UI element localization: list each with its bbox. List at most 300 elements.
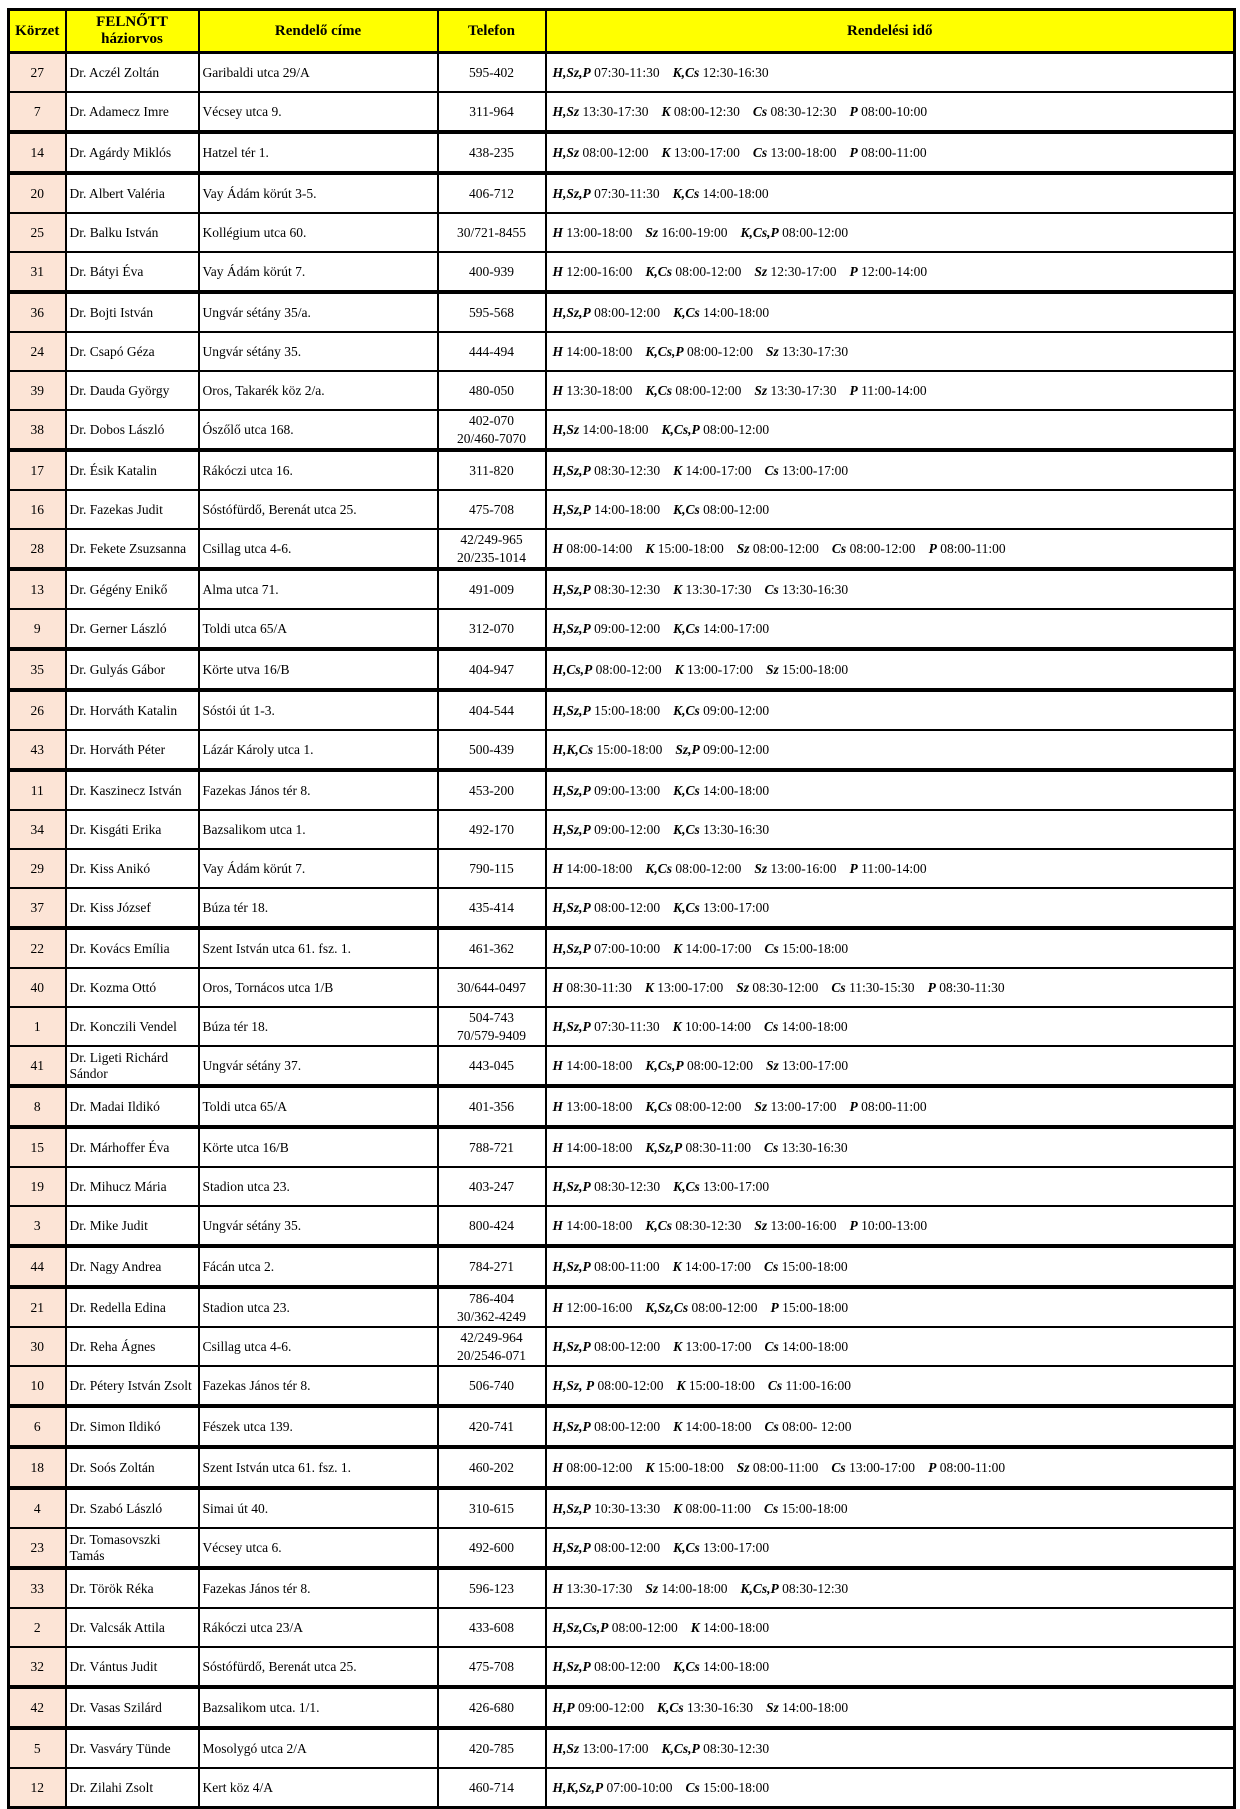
hours-segment: Sz 16:00-19:00 xyxy=(645,224,728,240)
office-address: Vécsey utca 6. xyxy=(199,1528,438,1568)
consultation-hours xyxy=(546,1528,1235,1568)
hours-segment: H,Sz,Cs,P 08:00-12:00 xyxy=(552,1619,678,1635)
phone-number xyxy=(438,1327,546,1366)
doctor-name: Dr. Vasas Szilárd xyxy=(66,1687,199,1728)
hours-segment: K 10:00-14:00 xyxy=(672,1018,752,1034)
day-abbreviation: H xyxy=(552,1057,564,1073)
hours-segment: Cs 08:00-12:00 xyxy=(831,540,916,556)
phone-number xyxy=(438,649,546,690)
day-abbreviation: H,Sz,Cs,P xyxy=(552,1619,609,1635)
hours-segment: H 08:00-12:00 xyxy=(552,1459,633,1475)
district-number: 43 xyxy=(9,730,66,770)
consultation-hours xyxy=(546,888,1235,928)
day-abbreviation: H,Sz,P xyxy=(552,185,591,201)
consultation-hours xyxy=(546,1406,1235,1447)
day-abbreviation: Cs xyxy=(767,1377,783,1393)
district-number: 26 xyxy=(9,690,66,730)
phone-number xyxy=(438,609,546,649)
phone-line: 506-740 xyxy=(469,1378,514,1394)
day-abbreviation: H xyxy=(552,540,564,556)
day-abbreviation: H,Sz,P xyxy=(552,1539,591,1555)
day-abbreviation: P xyxy=(849,382,858,398)
consultation-hours xyxy=(546,371,1235,410)
table-row xyxy=(9,649,1235,690)
hours-segment: H 14:00-18:00 xyxy=(552,860,633,876)
consultation-hours xyxy=(546,569,1235,609)
day-abbreviation: K xyxy=(645,540,655,556)
office-address: Sóstófürdő, Berenát utca 25. xyxy=(199,490,438,529)
hours-segment: H 08:30-11:30 xyxy=(552,979,632,995)
day-abbreviation: K,Cs,P xyxy=(661,421,700,437)
hours-segment: H,Sz,P 07:30-11:30 xyxy=(552,1018,660,1034)
hours-segment: Sz 14:00-18:00 xyxy=(645,1580,728,1596)
phone-number xyxy=(438,1167,546,1206)
hours-segment: H,Sz,P 08:00-11:00 xyxy=(552,1258,660,1274)
day-abbreviation: K,Cs xyxy=(657,1699,684,1715)
office-address: Alma utca 71. xyxy=(199,569,438,609)
hours-segment: H,Sz,P 09:00-13:00 xyxy=(552,782,661,798)
day-abbreviation: K xyxy=(690,1619,700,1635)
table-row xyxy=(9,1687,1235,1728)
day-abbreviation: K xyxy=(673,462,683,478)
hours-segment: H 12:00-16:00 xyxy=(552,263,633,279)
day-abbreviation: H xyxy=(552,1098,564,1114)
day-abbreviation: Cs xyxy=(831,979,846,995)
consultation-hours xyxy=(546,332,1235,371)
phone-number xyxy=(438,490,546,529)
hours-segment: Sz 08:30-12:00 xyxy=(736,979,819,995)
table-row xyxy=(9,1287,1235,1327)
day-abbreviation: K xyxy=(674,661,684,677)
office-address: Toldi utca 65/A xyxy=(199,1086,438,1127)
hours-segment: Sz 08:00-11:00 xyxy=(736,1459,819,1475)
office-address: Fazekas János tér 8. xyxy=(199,770,438,810)
hours-segment: K 08:00-11:00 xyxy=(673,1500,752,1516)
hours-segment: K,Cs 14:00-18:00 xyxy=(673,304,770,320)
hours-segment: Sz 13:30-17:30 xyxy=(766,343,849,359)
district-number: 40 xyxy=(9,968,66,1007)
hours-segment: H,K,Sz,P 07:00-10:00 xyxy=(552,1779,673,1795)
doctor-name: Dr. Konczili Vendel xyxy=(66,1007,199,1046)
office-address: Sóstói út 1-3. xyxy=(199,690,438,730)
phone-line: 595-568 xyxy=(469,304,514,320)
phone-number xyxy=(438,770,546,810)
day-abbreviation: H,Sz,P xyxy=(552,501,591,517)
day-abbreviation: H,Cs,P xyxy=(552,661,593,677)
day-abbreviation: H xyxy=(552,1217,564,1233)
day-abbreviation: Sz xyxy=(766,1057,779,1073)
phone-number xyxy=(438,1687,546,1728)
consultation-hours xyxy=(546,1206,1235,1246)
doctor-name: Dr. Dobos László xyxy=(66,410,199,450)
day-abbreviation: H,K,Sz,P xyxy=(552,1779,604,1795)
phone-line: 401-356 xyxy=(469,1099,514,1114)
doctor-name: Dr. Zilahi Zsolt xyxy=(66,1768,199,1808)
day-abbreviation: H,Sz,P xyxy=(552,462,591,478)
phone-line: 475-708 xyxy=(469,1659,514,1675)
office-address: Ungvár sétány 35/a. xyxy=(199,292,438,332)
day-abbreviation: H,Sz xyxy=(552,1740,580,1756)
day-abbreviation: Cs xyxy=(764,1418,779,1434)
consultation-hours xyxy=(546,730,1235,770)
hours-segment: Sz 13:00-17:00 xyxy=(766,1057,849,1073)
hours-segment: H,Sz,P 08:00-12:00 xyxy=(552,304,661,320)
hours-segment: K 08:00-12:30 xyxy=(661,103,740,119)
district-number: 12 xyxy=(9,1768,66,1808)
table-row xyxy=(9,1327,1235,1366)
table-row xyxy=(9,1728,1235,1768)
table-row xyxy=(9,529,1235,569)
office-address: Ungvár sétány 35. xyxy=(199,1206,438,1246)
day-abbreviation: K,Sz,P xyxy=(645,1139,683,1155)
phone-line: 460-202 xyxy=(469,1460,514,1476)
doctor-name: Dr. Gégény Enikő xyxy=(66,569,199,609)
district-number: 32 xyxy=(9,1647,66,1687)
phone-number xyxy=(438,1206,546,1246)
consultation-hours xyxy=(546,92,1235,132)
hours-segment: P 12:00-14:00 xyxy=(849,263,928,279)
day-abbreviation: K,Cs,P xyxy=(740,224,779,240)
day-abbreviation: H,Sz,P xyxy=(552,1418,591,1434)
consultation-hours xyxy=(546,213,1235,252)
consultation-hours xyxy=(546,450,1235,490)
district-number: 3 xyxy=(9,1206,66,1246)
doctor-name: Dr. Dauda György xyxy=(66,371,199,410)
day-abbreviation: H,Sz,P xyxy=(552,581,591,597)
phone-number xyxy=(438,1287,546,1327)
hours-segment: H,Sz,P 07:30-11:30 xyxy=(552,185,660,201)
header-hours: Rendelési idő xyxy=(546,10,1235,53)
doctor-name: Dr. Albert Valéria xyxy=(66,173,199,213)
day-abbreviation: H,Sz,P xyxy=(552,1500,591,1516)
office-address: Szent István utca 61. fsz. 1. xyxy=(199,1447,438,1488)
table-row xyxy=(9,1447,1235,1488)
hours-segment: Cs 11:30-15:30 xyxy=(831,979,915,995)
table-row xyxy=(9,609,1235,649)
consultation-hours xyxy=(546,1768,1235,1808)
hours-segment: H,Sz,P 14:00-18:00 xyxy=(552,501,661,517)
office-address: Rákóczi utca 16. xyxy=(199,450,438,490)
table-row xyxy=(9,888,1235,928)
phone-line: 786-404 xyxy=(469,1291,514,1307)
phone-number xyxy=(438,1647,546,1687)
phone-number xyxy=(438,1728,546,1768)
table-row xyxy=(9,371,1235,410)
day-abbreviation: K,Cs xyxy=(673,821,700,837)
district-number: 20 xyxy=(9,173,66,213)
day-abbreviation: H,Sz xyxy=(552,421,580,437)
phone-line: 310-615 xyxy=(469,1501,514,1517)
day-abbreviation: H,Sz,P xyxy=(552,1338,591,1354)
phone-number xyxy=(438,1007,546,1046)
day-abbreviation: K,Cs xyxy=(673,899,700,915)
district-number: 38 xyxy=(9,410,66,450)
district-number: 35 xyxy=(9,649,66,690)
hours-segment: P 15:00-18:00 xyxy=(770,1299,849,1315)
consultation-hours xyxy=(546,1447,1235,1488)
office-address: Lázár Károly utca 1. xyxy=(199,730,438,770)
day-abbreviation: K xyxy=(673,581,683,597)
doctor-name: Dr. Horváth Péter xyxy=(66,730,199,770)
day-abbreviation: Sz xyxy=(754,860,768,876)
day-abbreviation: K,Cs xyxy=(673,1539,700,1555)
hours-segment: Cs 15:00-18:00 xyxy=(764,1500,848,1516)
phone-line: 42/249-964 xyxy=(460,1330,523,1346)
hours-segment: H,Sz,P 08:00-12:00 xyxy=(552,1418,661,1434)
hours-segment: K 13:00-17:00 xyxy=(644,979,724,995)
phone-line: 788-721 xyxy=(469,1140,514,1155)
phone-number xyxy=(438,1127,546,1167)
day-abbreviation: Cs xyxy=(752,144,768,160)
day-abbreviation: H xyxy=(552,1139,564,1155)
district-number: 17 xyxy=(9,450,66,490)
day-abbreviation: H,K,Cs xyxy=(552,741,594,757)
hours-segment: K,Cs 13:00-17:00 xyxy=(673,1178,770,1194)
day-abbreviation: K,Cs xyxy=(673,1658,700,1674)
doctor-name: Dr. Mike Judit xyxy=(66,1206,199,1246)
phone-line: 800-424 xyxy=(469,1218,514,1233)
hours-segment: P 08:00-11:00 xyxy=(928,1459,1006,1475)
phone-number xyxy=(438,1768,546,1808)
day-abbreviation: P xyxy=(849,1217,858,1233)
doctor-name: Dr. Kiss Anikó xyxy=(66,849,199,888)
table-row xyxy=(9,1528,1235,1568)
hours-segment: Cs 14:00-18:00 xyxy=(764,1338,849,1354)
doctor-name: Dr. Madai Ildikó xyxy=(66,1086,199,1127)
day-abbreviation: H xyxy=(552,343,564,359)
consultation-hours xyxy=(546,490,1235,529)
day-abbreviation: K xyxy=(672,1018,682,1034)
phone-line: 491-009 xyxy=(469,581,514,597)
doctor-name: Dr. Soós Zoltán xyxy=(66,1447,199,1488)
phone-line: 42/249-965 xyxy=(460,532,523,548)
doctor-name: Dr. Vasváry Tünde xyxy=(66,1728,199,1768)
day-abbreviation: H,Sz,P xyxy=(552,1178,591,1194)
office-address: Vay Ádám körút 3-5. xyxy=(199,173,438,213)
table-row xyxy=(9,968,1235,1007)
day-abbreviation: K,Cs,P xyxy=(645,343,684,359)
header-doctor: FELNŐTT háziorvos xyxy=(66,10,199,53)
table-row xyxy=(9,132,1235,173)
office-address: Fazekas János tér 8. xyxy=(199,1568,438,1608)
office-address: Ungvár sétány 37. xyxy=(199,1046,438,1086)
day-abbreviation: Cs xyxy=(764,462,779,478)
phone-number xyxy=(438,690,546,730)
day-abbreviation: Cs xyxy=(752,103,768,119)
consultation-hours xyxy=(546,53,1235,93)
table-row xyxy=(9,1406,1235,1447)
doctor-name: Dr. Redella Edina xyxy=(66,1287,199,1327)
doctor-name: Dr. Reha Ágnes xyxy=(66,1327,199,1366)
day-abbreviation: Sz xyxy=(766,343,779,359)
phone-number xyxy=(438,132,546,173)
table-row xyxy=(9,1007,1235,1046)
phone-line: 404-544 xyxy=(469,702,514,718)
district-number: 31 xyxy=(9,252,66,292)
consultation-hours xyxy=(546,252,1235,292)
hours-segment: K 14:00-18:00 xyxy=(673,1418,752,1434)
office-address: Bazsalikom utca 1. xyxy=(199,810,438,849)
hours-segment: Cs 13:00-17:00 xyxy=(764,462,849,478)
day-abbreviation: K xyxy=(673,1500,683,1516)
office-address: Körte utca 16/B xyxy=(199,1127,438,1167)
consultation-hours xyxy=(546,529,1235,569)
phone-number xyxy=(438,1608,546,1647)
district-number: 19 xyxy=(9,1167,66,1206)
district-number: 1 xyxy=(9,1007,66,1046)
phone-number xyxy=(438,1086,546,1127)
phone-number xyxy=(438,292,546,332)
hours-segment: K,Cs 09:00-12:00 xyxy=(673,702,770,718)
day-abbreviation: K,Cs xyxy=(673,1178,700,1194)
phone-number xyxy=(438,252,546,292)
office-address: Ószőlő utca 168. xyxy=(199,410,438,450)
doctor-name: Dr. Török Réka xyxy=(66,1568,199,1608)
day-abbreviation: K,Cs xyxy=(645,382,673,398)
phone-line: 461-362 xyxy=(469,940,514,956)
table-row xyxy=(9,410,1235,450)
office-address: Kert köz 4/A xyxy=(199,1768,438,1808)
consultation-hours xyxy=(546,1728,1235,1768)
district-number: 10 xyxy=(9,1366,66,1406)
day-abbreviation: Sz xyxy=(645,1580,659,1596)
day-abbreviation: K,Cs,P xyxy=(661,1740,700,1756)
hours-segment: K,Cs 14:00-17:00 xyxy=(673,620,770,636)
day-abbreviation: H,Sz xyxy=(552,144,580,160)
hours-segment: H,Sz,P 08:30-12:30 xyxy=(552,1178,661,1194)
day-abbreviation: K,Cs xyxy=(645,1098,673,1114)
phone-line: 403-247 xyxy=(469,1179,514,1194)
doctor-name: Dr. Kisgáti Erika xyxy=(66,810,199,849)
hours-segment: K 13:00-17:00 xyxy=(661,144,740,160)
hours-segment: Cs 15:00-18:00 xyxy=(764,940,849,956)
day-abbreviation: P xyxy=(928,1459,937,1475)
district-number: 25 xyxy=(9,213,66,252)
hours-segment: H,Sz,P 08:00-12:00 xyxy=(552,1539,661,1555)
hours-segment: K,Cs,P 08:30-12:30 xyxy=(740,1580,849,1596)
phone-number xyxy=(438,928,546,968)
district-number: 44 xyxy=(9,1246,66,1287)
office-address: Hatzel tér 1. xyxy=(199,132,438,173)
day-abbreviation: H,P xyxy=(552,1699,575,1715)
day-abbreviation: K xyxy=(676,1377,686,1393)
day-abbreviation: P xyxy=(849,860,858,876)
phone-line: 20/460-7070 xyxy=(457,430,526,446)
day-abbreviation: Sz xyxy=(766,661,779,677)
hours-segment: Sz 12:30-17:00 xyxy=(754,263,837,279)
phone-line: 20/235-1014 xyxy=(457,549,526,565)
table-row xyxy=(9,770,1235,810)
hours-segment: K 14:00-18:00 xyxy=(690,1619,770,1635)
hours-segment: H,Sz,P 08:30-12:30 xyxy=(552,581,661,597)
hours-segment: H,Sz,P 08:00-12:00 xyxy=(552,1338,661,1354)
doctor-name: Dr. Bojti István xyxy=(66,292,199,332)
doctor-name: Dr. Adamecz Imre xyxy=(66,92,199,132)
phone-number xyxy=(438,888,546,928)
day-abbreviation: Cs xyxy=(764,940,779,956)
doctor-name: Dr. Ligeti Richárd Sándor xyxy=(66,1046,199,1086)
hours-segment: K 14:00-17:00 xyxy=(673,462,752,478)
day-abbreviation: K,Cs,P xyxy=(740,1580,779,1596)
hours-segment: H 12:00-16:00 xyxy=(552,1299,633,1315)
hours-segment: Cs 11:00-16:00 xyxy=(767,1377,852,1393)
hours-segment: Sz 13:00-16:00 xyxy=(754,860,837,876)
consultation-hours xyxy=(546,649,1235,690)
district-number: 27 xyxy=(9,53,66,93)
hours-segment: Cs 08:00- 12:00 xyxy=(764,1418,852,1434)
day-abbreviation: Sz xyxy=(736,979,750,995)
phone-line: 596-123 xyxy=(469,1581,514,1597)
consultation-hours xyxy=(546,1608,1235,1647)
hours-segment: H 14:00-18:00 xyxy=(552,343,633,359)
phone-line: 70/579-9409 xyxy=(457,1027,526,1043)
day-abbreviation: Sz xyxy=(766,1699,779,1715)
phone-number xyxy=(438,1246,546,1287)
district-number: 41 xyxy=(9,1046,66,1086)
phone-number xyxy=(438,371,546,410)
office-address: Búza tér 18. xyxy=(199,888,438,928)
hours-segment: H,Sz 13:30-17:30 xyxy=(552,103,649,119)
office-address: Stadion utca 23. xyxy=(199,1167,438,1206)
district-number: 14 xyxy=(9,132,66,173)
office-address: Fazekas János tér 8. xyxy=(199,1366,438,1406)
hours-segment: K,Cs,P 08:00-12:00 xyxy=(661,421,770,437)
doctor-name: Dr. Kiss József xyxy=(66,888,199,928)
table-row xyxy=(9,1127,1235,1167)
doctor-name: Dr. Simon Ildikó xyxy=(66,1406,199,1447)
day-abbreviation: H,Sz,P xyxy=(552,899,591,915)
phone-line: 453-200 xyxy=(469,782,514,798)
phone-number xyxy=(438,1366,546,1406)
hours-segment: P 08:00-10:00 xyxy=(849,103,928,119)
doctor-name: Dr. Szabó László xyxy=(66,1488,199,1528)
day-abbreviation: K,Cs xyxy=(673,620,700,636)
doctor-name: Dr. Kaszinecz István xyxy=(66,770,199,810)
hours-segment: Sz 15:00-18:00 xyxy=(766,661,849,677)
district-number: 5 xyxy=(9,1728,66,1768)
day-abbreviation: H,Sz xyxy=(552,103,580,119)
hours-segment: K,Cs 08:00-12:00 xyxy=(645,263,742,279)
hours-segment: H,Sz,P 08:00-12:00 xyxy=(552,899,661,915)
doctor-name: Dr. Márhoffer Éva xyxy=(66,1127,199,1167)
day-abbreviation: H,Sz,P xyxy=(552,1258,591,1274)
consultation-hours xyxy=(546,1647,1235,1687)
day-abbreviation: H,Sz,P xyxy=(552,821,591,837)
hours-segment: K,Cs 13:30-16:30 xyxy=(657,1699,754,1715)
phone-number xyxy=(438,92,546,132)
phone-number xyxy=(438,410,546,450)
phone-line: 460-714 xyxy=(469,1780,514,1796)
day-abbreviation: H xyxy=(552,1459,564,1475)
day-abbreviation: K,Cs xyxy=(673,782,700,798)
header-district: Körzet xyxy=(9,10,66,53)
day-abbreviation: K xyxy=(661,103,671,119)
district-number: 33 xyxy=(9,1568,66,1608)
phone-number xyxy=(438,849,546,888)
hours-segment: H,Sz, P 08:00-12:00 xyxy=(552,1377,664,1393)
table-row xyxy=(9,252,1235,292)
consultation-hours xyxy=(546,968,1235,1007)
hours-segment: H 08:00-14:00 xyxy=(552,540,633,556)
table-row xyxy=(9,1246,1235,1287)
office-address: Csillag utca 4-6. xyxy=(199,1327,438,1366)
office-address: Oros, Tornácos utca 1/B xyxy=(199,968,438,1007)
consultation-hours xyxy=(546,1246,1235,1287)
consultation-hours xyxy=(546,1327,1235,1366)
day-abbreviation: Cs xyxy=(764,581,779,597)
table-row xyxy=(9,173,1235,213)
day-abbreviation: Sz,P xyxy=(675,741,700,757)
